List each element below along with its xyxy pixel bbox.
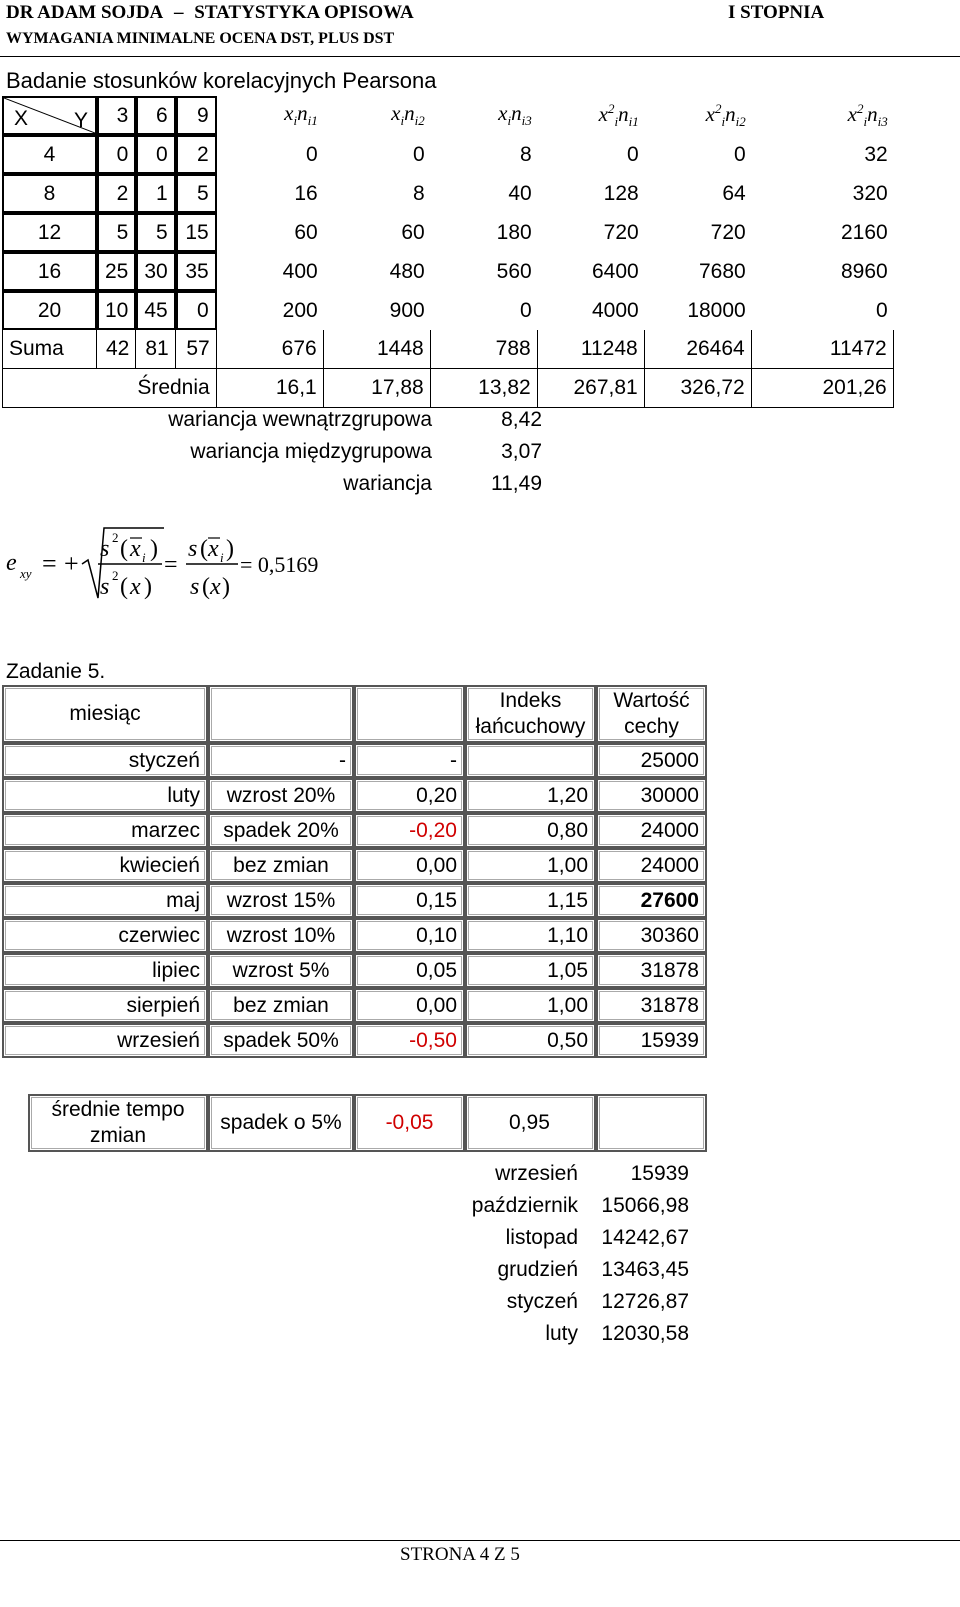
variance-label: wariancja międzygrupowa — [190, 440, 432, 463]
corner-x-label: X — [14, 107, 29, 130]
x-value-cell: 12 — [2, 213, 97, 252]
variance-label: wariancja wewnątrzgrupowa — [168, 408, 432, 431]
svg-text:2: 2 — [112, 530, 119, 545]
change-cell: wzrost 15% — [208, 883, 354, 918]
calc-cell: 180 — [496, 220, 532, 244]
header-value: Wartość cechy — [596, 685, 707, 743]
change-cell: spadek 50% — [208, 1023, 354, 1058]
x-value-cell: 4 — [2, 135, 97, 174]
calc-cell: 8960 — [841, 259, 888, 283]
forecast-month: styczeń — [506, 1290, 578, 1313]
forecast-value: 15066,98 — [601, 1194, 689, 1217]
month-cell: maj — [2, 883, 208, 918]
svg-text:i: i — [142, 550, 146, 565]
sum-calc-cell: 1448 — [324, 330, 431, 369]
calc-cell: 720 — [603, 220, 639, 244]
calc-cell: 400 — [282, 259, 318, 283]
header-author: DR ADAM SOJDA — [6, 2, 164, 23]
chain-index-cell: 1,15 — [465, 883, 596, 918]
n-cell: 5 — [97, 213, 136, 252]
calc-cell: 16 — [294, 181, 318, 205]
forecast-table — [462, 1158, 695, 1350]
calc-cell: 60 — [401, 220, 425, 244]
pearson-row — [2, 135, 894, 174]
calc-cell: 4000 — [592, 298, 639, 322]
task-row — [2, 743, 707, 778]
header-dash: – — [174, 2, 184, 23]
n-cell: 1 — [136, 174, 175, 213]
doc-header — [6, 2, 414, 24]
sum-n-cell: 57 — [176, 330, 217, 369]
change-cell: bez zmian — [208, 988, 354, 1023]
svg-text:=: = — [42, 549, 57, 578]
section-title: Badanie stosunków korelacyjnych Pearsona — [6, 68, 437, 93]
corner-cell — [2, 96, 97, 135]
avg-rate-table — [28, 1094, 707, 1152]
month-cell: wrzesień — [2, 1023, 208, 1058]
calc-cell: 200 — [282, 298, 318, 322]
forecast-month: luty — [545, 1322, 578, 1345]
forecast-row — [462, 1254, 695, 1286]
mean-calc-cell: 17,88 — [324, 369, 431, 408]
svg-text:): ) — [150, 536, 158, 562]
forecast-month: listopad — [505, 1226, 578, 1249]
forecast-value: 12030,58 — [601, 1322, 689, 1345]
forecast-row — [462, 1190, 695, 1222]
task-row — [2, 953, 707, 988]
avg-rate-label: średnie tempo zmian — [28, 1094, 208, 1152]
col-header-x2n2: $x^2_in_{i2}$ — [705, 100, 746, 130]
svg-text:x: x — [210, 574, 221, 600]
task-row — [2, 918, 707, 953]
footer-rule — [0, 1540, 960, 1541]
value-cell: 31878 — [596, 988, 707, 1023]
svg-text:(: ( — [202, 574, 210, 600]
sum-row — [2, 330, 894, 369]
n-cell: 5 — [136, 213, 175, 252]
avg-rate-index: 0,95 — [465, 1094, 596, 1152]
pearson-row — [2, 174, 894, 213]
calc-cell: 32 — [864, 142, 888, 166]
calc-cell: 0 — [413, 142, 425, 166]
svg-text:e: e — [6, 550, 17, 576]
col-header-x2n3: $x^2_in_{i3}$ — [847, 100, 888, 130]
svg-text:(: ( — [120, 536, 128, 562]
formula-result: = 0,5169 — [240, 552, 319, 577]
value-cell: 25000 — [596, 743, 707, 778]
forecast-row — [462, 1286, 695, 1318]
col-header-xn1: $x_in_{i1}$ — [284, 101, 318, 129]
svg-text:s: s — [190, 574, 200, 600]
variance-row — [120, 404, 548, 436]
pearson-row — [2, 291, 894, 330]
month-cell: kwiecień — [2, 848, 208, 883]
value-cell: 15939 — [596, 1023, 707, 1058]
sum-calc-cell: 26464 — [645, 330, 752, 369]
svg-text:xy: xy — [20, 566, 32, 581]
mean-label: Średnia — [2, 369, 217, 408]
n-cell: 2 — [176, 135, 217, 174]
month-cell: styczeń — [2, 743, 208, 778]
forecast-value: 13463,45 — [601, 1258, 689, 1281]
change-cell: wzrost 10% — [208, 918, 354, 953]
svg-text:s: s — [100, 574, 110, 600]
forecast-row — [462, 1222, 695, 1254]
n-cell: 5 — [176, 174, 217, 213]
value-cell: 27600 — [596, 883, 707, 918]
sum-label: Suma — [2, 330, 97, 369]
svg-text:2: 2 — [112, 568, 119, 583]
avg-rate-change: spadek o 5% — [208, 1094, 354, 1152]
svg-text:+: + — [64, 549, 79, 578]
rate-cell: -0,50 — [354, 1023, 465, 1058]
month-cell: marzec — [2, 813, 208, 848]
calc-cell: 720 — [710, 220, 746, 244]
change-cell: wzrost 20% — [208, 778, 354, 813]
calc-cell: 0 — [520, 298, 532, 322]
svg-text:): ) — [144, 574, 152, 600]
calc-cell: 480 — [389, 259, 425, 283]
forecast-value: 12726,87 — [601, 1290, 689, 1313]
svg-text:(: ( — [200, 536, 208, 562]
calc-cell: 0 — [306, 142, 318, 166]
value-cell: 31878 — [596, 953, 707, 988]
chain-index-cell: 1,05 — [465, 953, 596, 988]
correlation-formula — [4, 520, 344, 610]
sum-calc-cell: 788 — [431, 330, 538, 369]
change-cell: bez zmian — [208, 848, 354, 883]
calc-cell: 0 — [734, 142, 746, 166]
pearson-row — [2, 213, 894, 252]
col-header-x2n1: $x^2_in_{i1}$ — [598, 100, 639, 130]
variance-value: 11,49 — [491, 472, 542, 495]
task-title: Zadanie 5. — [6, 660, 106, 683]
avg-rate-value: -0,05 — [354, 1094, 465, 1152]
value-cell: 30000 — [596, 778, 707, 813]
header-course: STATYSTYKA OPISOWA — [194, 2, 414, 23]
calc-cell: 320 — [852, 181, 888, 205]
variance-label: wariancja — [343, 472, 432, 495]
svg-text:s: s — [100, 536, 110, 562]
mean-row — [2, 369, 894, 408]
calc-cell: 18000 — [687, 298, 746, 322]
month-cell: czerwiec — [2, 918, 208, 953]
chain-index-cell: 1,00 — [465, 988, 596, 1023]
svg-text:=: = — [164, 552, 178, 578]
forecast-month: grudzień — [497, 1258, 578, 1281]
calc-cell: 8 — [413, 181, 425, 205]
rate-cell: 0,00 — [354, 988, 465, 1023]
rate-cell: 0,20 — [354, 778, 465, 813]
n-cell: 25 — [97, 252, 136, 291]
month-cell: sierpień — [2, 988, 208, 1023]
header-rule — [0, 56, 960, 57]
calc-cell: 128 — [603, 181, 639, 205]
calc-cell: 64 — [722, 181, 746, 205]
header-subtitle: WYMAGANIA MINIMALNE OCENA DST, PLUS DST — [6, 30, 395, 47]
change-cell: spadek 20% — [208, 813, 354, 848]
x-value-cell: 16 — [2, 252, 97, 291]
rate-cell: 0,15 — [354, 883, 465, 918]
pearson-row — [2, 252, 894, 291]
y-value-cell: 3 — [97, 96, 136, 135]
svg-text:s: s — [188, 536, 198, 562]
mean-calc-cell: 201,26 — [752, 369, 894, 408]
n-cell: 45 — [136, 291, 175, 330]
variance-row — [120, 468, 548, 500]
col-header-xn2: $x_in_{i2}$ — [391, 101, 425, 129]
calc-cell: 7680 — [699, 259, 746, 283]
task-row — [2, 848, 707, 883]
task-row — [2, 988, 707, 1023]
forecast-value: 14242,67 — [601, 1226, 689, 1249]
mean-calc-cell: 326,72 — [645, 369, 752, 408]
header-empty — [208, 685, 354, 743]
header-chain-index: Indeks łańcuchowy — [465, 685, 596, 743]
header-level: I STOPNIA — [728, 2, 825, 23]
calc-cell: 560 — [496, 259, 532, 283]
mean-calc-cell: 16,1 — [217, 369, 324, 408]
variance-value: 8,42 — [501, 408, 542, 431]
calc-cell: 900 — [389, 298, 425, 322]
variance-row — [120, 436, 548, 468]
calc-cell: 40 — [508, 181, 532, 205]
n-cell: 0 — [136, 135, 175, 174]
variance-value: 3,07 — [501, 440, 542, 463]
pearson-header-row — [2, 96, 894, 135]
task-row — [2, 778, 707, 813]
rate-cell: 0,10 — [354, 918, 465, 953]
sum-n-cell: 81 — [136, 330, 175, 369]
svg-text:x: x — [208, 536, 219, 562]
avg-rate-row — [28, 1094, 707, 1152]
value-cell: 30360 — [596, 918, 707, 953]
task-row — [2, 1023, 707, 1058]
rate-cell: 0,05 — [354, 953, 465, 988]
svg-text:x: x — [130, 574, 141, 600]
y-value-cell: 9 — [176, 96, 217, 135]
sum-calc-cell: 676 — [217, 330, 324, 369]
corner-y-label: Y — [74, 109, 89, 132]
x-value-cell: 20 — [2, 291, 97, 330]
mean-calc-cell: 13,82 — [431, 369, 538, 408]
col-header-xn3: $x_in_{i3}$ — [498, 101, 532, 129]
chain-index-cell: 1,00 — [465, 848, 596, 883]
value-cell: 24000 — [596, 813, 707, 848]
avg-rate-empty — [596, 1094, 707, 1152]
task-row — [2, 883, 707, 918]
chain-index-cell — [465, 743, 596, 778]
sum-calc-cell: 11248 — [538, 330, 645, 369]
forecast-month: październik — [471, 1194, 578, 1217]
variance-table — [120, 404, 548, 500]
header-month: miesiąc — [2, 685, 208, 743]
n-cell: 30 — [136, 252, 175, 291]
svg-text:): ) — [222, 574, 230, 600]
n-cell: 10 — [97, 291, 136, 330]
pearson-table — [2, 96, 894, 408]
task-header-row — [2, 685, 707, 743]
sum-n-cell: 42 — [97, 330, 136, 369]
svg-text:i: i — [220, 550, 224, 565]
page-footer: STRONA 4 Z 5 — [400, 1544, 520, 1565]
n-cell: 0 — [97, 135, 136, 174]
n-cell: 15 — [176, 213, 217, 252]
svg-text:(: ( — [120, 574, 128, 600]
change-cell: wzrost 5% — [208, 953, 354, 988]
svg-text:): ) — [226, 536, 234, 562]
calc-cell: 6400 — [592, 259, 639, 283]
rate-cell: -0,20 — [354, 813, 465, 848]
rate-cell: - — [354, 743, 465, 778]
n-cell: 2 — [97, 174, 136, 213]
forecast-row — [462, 1158, 695, 1190]
mean-calc-cell: 267,81 — [538, 369, 645, 408]
task-row — [2, 813, 707, 848]
calc-cell: 8 — [520, 142, 532, 166]
calc-cell: 2160 — [841, 220, 888, 244]
calc-cell: 0 — [876, 298, 888, 322]
n-cell: 0 — [176, 291, 217, 330]
month-cell: luty — [2, 778, 208, 813]
header-empty — [354, 685, 465, 743]
forecast-month: wrzesień — [495, 1162, 578, 1185]
sum-calc-cell: 11472 — [752, 330, 894, 369]
month-cell: lipiec — [2, 953, 208, 988]
chain-index-cell: 1,10 — [465, 918, 596, 953]
calc-cell: 60 — [294, 220, 318, 244]
chain-index-cell: 1,20 — [465, 778, 596, 813]
n-cell: 35 — [176, 252, 217, 291]
x-value-cell: 8 — [2, 174, 97, 213]
chain-index-cell: 0,80 — [465, 813, 596, 848]
task-table — [2, 685, 707, 1058]
value-cell: 24000 — [596, 848, 707, 883]
forecast-row — [462, 1318, 695, 1350]
svg-text:x: x — [130, 536, 141, 562]
chain-index-cell: 0,50 — [465, 1023, 596, 1058]
y-value-cell: 6 — [136, 96, 175, 135]
rate-cell: 0,00 — [354, 848, 465, 883]
change-cell: - — [208, 743, 354, 778]
calc-cell: 0 — [627, 142, 639, 166]
forecast-value: 15939 — [630, 1162, 689, 1185]
